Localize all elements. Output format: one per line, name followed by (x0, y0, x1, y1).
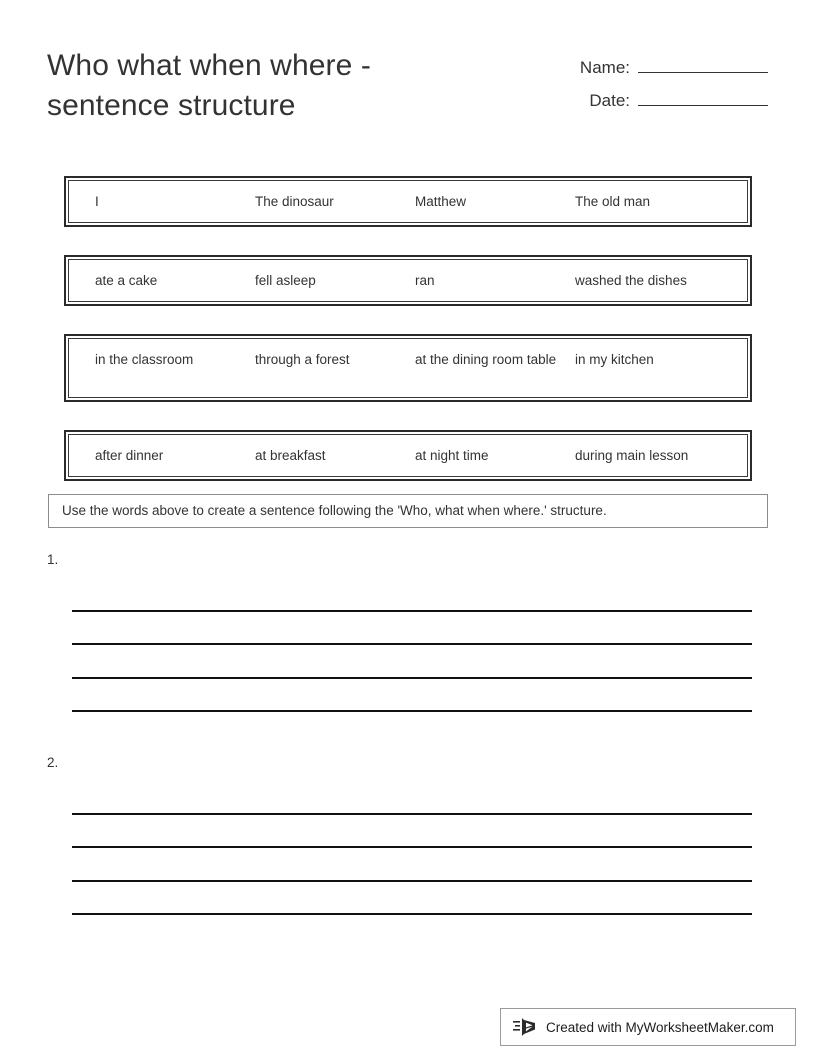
word-cell: fell asleep (255, 273, 316, 288)
writing-line[interactable] (72, 848, 752, 882)
word-box-what (64, 255, 752, 306)
answer-block-1 (0, 552, 816, 712)
worksheet-header (0, 0, 816, 150)
writing-line[interactable] (72, 612, 752, 646)
word-cell: in my kitchen (575, 352, 654, 367)
footer-attribution-text: Created with MyWorksheetMaker.com (546, 1019, 774, 1035)
name-label: Name: (579, 58, 630, 77)
writing-line[interactable] (72, 882, 752, 916)
word-cell: The dinosaur (255, 194, 334, 209)
word-cell: ate a cake (95, 273, 158, 288)
instruction-box (48, 494, 768, 528)
word-cell: at the dining room table (415, 352, 557, 367)
word-cell: washed the dishes (575, 273, 687, 288)
word-cell: at night time (415, 448, 489, 463)
answer-number: 1. (47, 552, 59, 567)
writing-line[interactable] (72, 781, 752, 815)
answer-writing-lines[interactable] (72, 755, 752, 915)
writing-line[interactable] (72, 815, 752, 849)
name-field-row (538, 52, 768, 78)
answer-area (0, 552, 816, 958)
writing-line[interactable] (72, 645, 752, 679)
instruction-text: Use the words above to create a sentence following the 'Who, what when where.' structure. (62, 503, 607, 518)
word-cell: Matthew (415, 194, 467, 209)
word-cell: after dinner (95, 448, 164, 463)
word-cell: ran (415, 273, 435, 288)
word-cell: I (95, 194, 99, 209)
page-title: Who what when where - sentence structure (47, 49, 371, 122)
word-box-where (64, 334, 752, 402)
word-box-when (64, 430, 752, 481)
word-cell: during main lesson (575, 448, 689, 463)
date-input-blank[interactable] (638, 85, 768, 106)
word-cell: in the classroom (95, 352, 194, 367)
writing-line[interactable] (72, 578, 752, 612)
name-input-blank[interactable] (638, 52, 768, 73)
word-cell: The old man (575, 194, 651, 209)
word-cell: at breakfast (255, 448, 326, 463)
writing-line[interactable] (72, 679, 752, 713)
answer-block-2 (0, 755, 816, 915)
worksheet-maker-flag-icon (513, 1016, 539, 1038)
word-bank (64, 176, 752, 509)
footer-attribution-badge[interactable] (500, 1008, 796, 1046)
word-box-who (64, 176, 752, 227)
date-label: Date: (589, 91, 630, 110)
word-cell: through a forest (255, 352, 350, 367)
answer-writing-lines[interactable] (72, 552, 752, 712)
answer-number: 2. (47, 755, 59, 770)
date-field-row (538, 85, 768, 111)
